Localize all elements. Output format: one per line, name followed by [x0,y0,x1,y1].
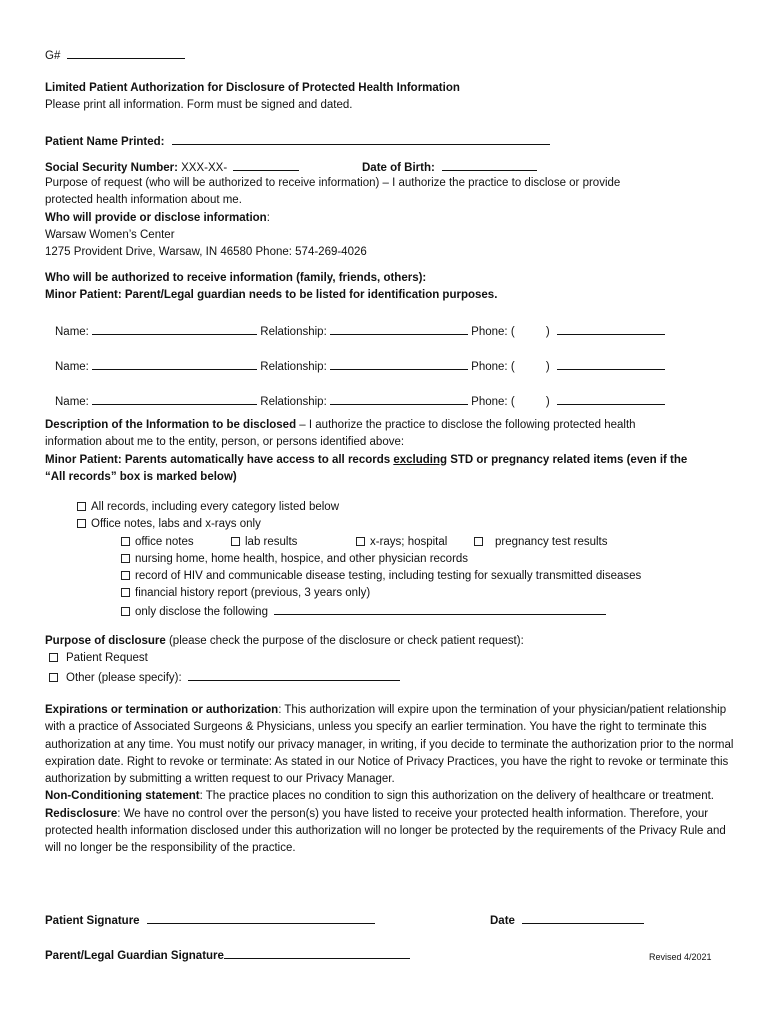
non-conditioning-heading: Non-Conditioning statement [45,790,200,803]
minor-note-b: STD or pregnancy related items (even if the [447,454,688,466]
provider-heading: Who will provide or disclose information [45,212,267,224]
purpose-disclosure-heading-row [45,633,524,650]
recipients-minor-note: Minor Patient: Parent/Legal guardian needs to be listed for identification purposes. [45,289,498,301]
other-specify-input[interactable] [188,668,400,681]
checkbox-xrays[interactable] [356,537,365,546]
option-hiv[interactable] [121,568,641,585]
minor-note-line2: “All records” box is marked below) [45,471,237,483]
option-financial[interactable] [121,585,370,602]
recipient-name-input[interactable] [92,392,257,405]
ssn-prefix: XXX-XX- [181,162,228,174]
recipient-relationship-input[interactable] [330,357,468,370]
revised-date: Revised 4/2021 [649,952,712,962]
checkbox-financial[interactable] [121,588,130,597]
checkbox-pregnancy[interactable] [474,537,483,546]
option-pregnancy[interactable] [474,534,608,551]
minor-note-excluding: excluding [393,454,448,466]
expiration-text: : This authorization will expire upon the termination of your physician/patient relationship with a practice of Associated Surgeons & Physicians, unless you specify an earlier termination. You have the right to terminate this authorization at any time. You must notify our privacy manager, in writing, if you decide to terminate the authorization prior to the normal expiration date. Right to revoke or terminate: As stated in our Notice of Privacy Practices, you have the right to revoke or terminate this authorization by submitting a written request to our Privacy Manager. [45,704,734,786]
patient-name-input[interactable] [172,132,550,145]
patient-signature-input[interactable] [147,911,375,924]
g-number-label: G# [45,50,61,62]
recipient-phone-input[interactable] [557,392,665,405]
option-nursing[interactable] [121,551,468,568]
option-other-label: Other (please specify): [66,672,182,684]
provider-name: Warsaw Women’s Center [45,229,175,241]
purpose-request-line2: protected health information about me. [45,194,242,206]
option-xrays[interactable] [356,534,447,551]
recipient-relationship-input[interactable] [330,322,468,335]
provider-colon: : [266,212,270,224]
recipient-relationship-label: Relationship: [260,396,327,408]
g-number-field [45,46,185,65]
patient-name-label: Patient Name Printed: [45,136,165,148]
recipient-name-label: Name: [55,326,89,338]
provider-heading-row [45,210,270,227]
minor-note-a: Minor Patient: Parents automatically have access to all records [45,454,394,466]
checkbox-hiv[interactable] [121,571,130,580]
dob-label: Date of Birth: [362,162,435,174]
recipient-phone-label: Phone: ( [471,326,515,338]
non-conditioning-text: : The practice places no condition to sign this authorization on the delivery of healthcare or treatment. [199,790,714,803]
recipient-phone-label: Phone: ( [471,396,515,408]
checkbox-office-notes[interactable] [121,537,130,546]
option-office-notes[interactable] [121,534,194,551]
patient-name-row [45,132,550,151]
guardian-signature-row [45,946,410,965]
checkbox-nursing[interactable] [121,554,130,563]
recipients-heading: Who will be authorized to receive information (family, friends, others): [45,272,427,284]
recipient-phone-label: Phone: ( [471,361,515,373]
provider-address: 1275 Provident Drive, Warsaw, IN 46580 Phone: 574-269-4026 [45,246,367,258]
expiration-heading: Expirations or termination or authorization [45,704,279,716]
patient-signature-label: Patient Signature [45,915,140,927]
description-line1 [45,417,636,434]
recipient-phone-input[interactable] [557,357,665,370]
patient-signature-row [45,911,375,930]
option-patient-request[interactable] [49,650,148,667]
recipient-name-input[interactable] [92,322,257,335]
recipient-phone-close: ) [545,326,550,338]
form-title: Limited Patient Authorization for Disclosure of Protected Health Information [45,82,460,94]
checkbox-other[interactable] [49,673,58,682]
form-instructions: Please print all information. Form must be signed and dated. [45,99,353,111]
option-lab-results-label: lab results [245,536,298,548]
option-pregnancy-label: pregnancy test results [495,536,608,548]
description-line2: information about me to the entity, person, or persons identified above: [45,436,405,448]
purpose-disclosure-subtext: (please check the purpose of the disclosure or check patient request): [165,635,524,647]
only-disclose-input[interactable] [274,602,606,615]
recipient-phone-input[interactable] [557,322,665,335]
dob-input[interactable] [442,158,537,171]
option-lab-results[interactable] [231,534,297,551]
date-label: Date [490,915,515,927]
recipient-phone-close: ) [545,396,550,408]
option-all-records[interactable] [77,499,339,516]
checkbox-only-disclose[interactable] [121,607,130,616]
legal-section [45,702,735,858]
guardian-signature-label: Parent/Legal Guardian Signature [45,950,224,962]
option-office-notes-label: office notes [135,536,194,548]
option-hiv-label: record of HIV and communicable disease testing, including testing for sexually transmitted diseases [135,570,642,582]
purpose-request-line1: Purpose of request (who will be authorized to receive information) – I authorize the practice to disclose or provide [45,177,621,189]
checkbox-patient-request[interactable] [49,653,58,662]
ssn-label: Social Security Number: [45,162,178,174]
description-text1: – I authorize the practice to disclose the following protected health [296,419,636,431]
recipient-row-1 [55,322,665,341]
g-number-input[interactable] [67,46,185,59]
option-only-disclose-label: only disclose the following [135,606,268,618]
option-nursing-label: nursing home, home health, hospice, and other physician records [135,553,469,565]
recipient-name-label: Name: [55,361,89,373]
date-input[interactable] [522,911,644,924]
recipient-relationship-label: Relationship: [260,361,327,373]
recipient-relationship-input[interactable] [330,392,468,405]
option-all-records-label: All records, including every category listed below [91,501,340,513]
option-office-notes-labs-label: Office notes, labs and x-rays only [91,518,261,530]
option-xrays-label: x-rays; hospital [370,536,448,548]
minor-note-line1 [45,452,687,469]
option-other[interactable] [49,668,400,687]
checkbox-lab-results[interactable] [231,537,240,546]
option-office-notes-labs[interactable] [77,516,261,533]
recipient-name-input[interactable] [92,357,257,370]
guardian-signature-input[interactable] [224,946,410,959]
redisclosure-text: : We have no control over the person(s) you have listed to receive your protected health information. Therefore, your protected health information disclosed under this authorization will no longer be protected by the requirements of the Privacy Rule and will no longer be the responsibility of the practice. [45,807,726,855]
recipient-row-3 [55,392,665,411]
date-row [490,911,644,930]
ssn-input[interactable] [233,158,299,171]
recipient-name-label: Name: [55,396,89,408]
description-heading: Description of the Information to be disclosed [45,419,297,431]
recipient-relationship-label: Relationship: [260,326,327,338]
recipient-row-2 [55,357,665,376]
purpose-disclosure-heading: Purpose of disclosure [45,635,166,647]
recipient-phone-close: ) [545,361,550,373]
checkbox-office-notes-labs[interactable] [77,519,86,528]
checkbox-all-records[interactable] [77,502,86,511]
redisclosure-heading: Redisclosure [45,807,118,820]
option-patient-request-label: Patient Request [66,652,148,664]
option-financial-label: financial history report (previous, 3 years only) [135,587,371,599]
option-only-disclose[interactable] [121,602,606,621]
